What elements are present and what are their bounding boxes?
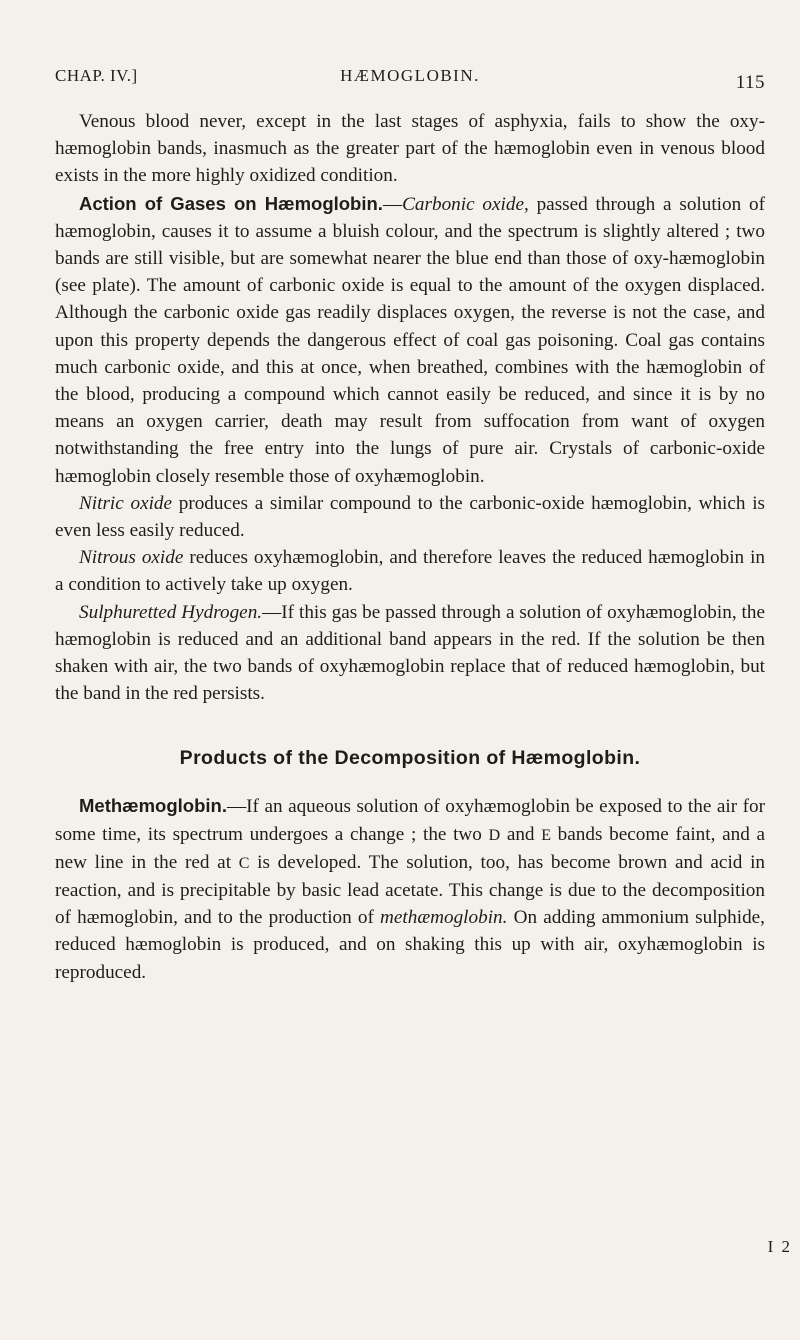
band-e-label: E [541, 826, 551, 844]
band-d-label: D [488, 826, 501, 844]
paragraph-text: , passed through a solution of hæmoglobin, causes it to assume a bluish colour, and the spectrum is slightly altered ; two bands are still visible, but are somewhat nearer the blue end than those of oxy-hæmoglobin (see plate). The amount of carbonic oxide is equal to the amount of the oxygen displaced. Although the carbonic oxide gas readily displaces oxygen, the reverse is not the case, and upon this property depends the dangerous effect of coal gas poisoning. Coal gas contains much carbonic oxide, and this at once, when breathed, combines with the hæmoglobin of the blood, producing a compound which cannot easily be reduced, and since it is by no means an oxygen carrier, death may result from suffocation from want of oxygen notwithstanding the free entry into the lungs of pure air. Crystals of carbonic-oxide hæmoglobin closely resemble those of oxyhæmoglobin. [55, 193, 765, 487]
term-nitrous-oxide: Nitrous oxide [79, 547, 184, 569]
paragraph-venous-blood: Venous blood never, except in the last stages of asphyxia, fails to show the oxy-hæmoglobin bands, inasmuch as the greater part of the hæmoglobin even in venous blood exists in the more highly oxidized condition. [55, 111, 765, 187]
book-page [55, 36, 765, 986]
paragraph-text: —If an aqueous solution of oxyhæmoglobin be exposed to the air for some time, its spectrum undergoes a change ; the two [55, 796, 765, 845]
page-number: 115 [735, 72, 765, 93]
term-carbonic-oxide: Carbonic oxide [402, 193, 524, 215]
band-c-label: C [238, 854, 250, 872]
paragraph-text: and [500, 823, 542, 845]
running-head [55, 36, 765, 93]
subheading-methaemoglobin: Methæmoglobin. [79, 795, 227, 817]
page-body [55, 108, 765, 986]
paragraph-text: reduces oxyhæmoglobin, and therefore leaves the reduced hæmoglobin in a condition to actively take up oxygen. [55, 547, 765, 596]
running-title: HÆMOGLOBIN. [340, 66, 480, 85]
paragraph-action-of-gases [55, 190, 765, 490]
paragraph-text: produces a similar compound to the carbonic-oxide hæmoglobin, which is even less easily reduced. [55, 492, 765, 542]
paragraph-text: —If this gas be passed through a solution of oxyhæmoglobin, the hæmoglobin is reduced and an additional band appears in the red. If the solution be then shaken with air, the two bands of oxyhæmoglobin replace that of reduced hæmoglobin, but the band in the red persists. [55, 601, 765, 705]
signature-mark: I 2 [767, 1237, 792, 1256]
paragraph-text: is developed. The solution, too, has become brown and acid in reaction, and is precipitable by basic lead acetate. This change is due to the decomposition of hæmoglobin, and to the production of [55, 851, 766, 929]
paragraph-nitrous-oxide [55, 544, 765, 598]
em-dash: — [382, 193, 403, 215]
section-heading-products: Products of the Decomposition of Hæmoglobin. [179, 747, 641, 770]
paragraph-sulphuretted-hydrogen [55, 599, 765, 708]
subheading-action-of-gases: Action of Gases on Hæmoglobin. [79, 192, 383, 214]
term-methaemoglobin: methæmoglobin. [380, 907, 508, 929]
paragraph-methaemoglobin [55, 792, 765, 985]
term-sulphuretted-hydrogen: Sulphuretted Hydrogen. [79, 601, 263, 623]
paragraph-text: On adding ammonium sulphide, reduced hæmoglobin is produced, and on shaking this up with air, oxyhæmoglobin is reproduced. [55, 907, 765, 983]
chapter-label: CHAP. IV.] [55, 66, 138, 85]
paragraph-nitric-oxide [55, 490, 765, 544]
term-nitric-oxide: Nitric oxide [79, 492, 173, 514]
paragraph-text: bands become faint, and a new line in the red at [55, 823, 765, 873]
